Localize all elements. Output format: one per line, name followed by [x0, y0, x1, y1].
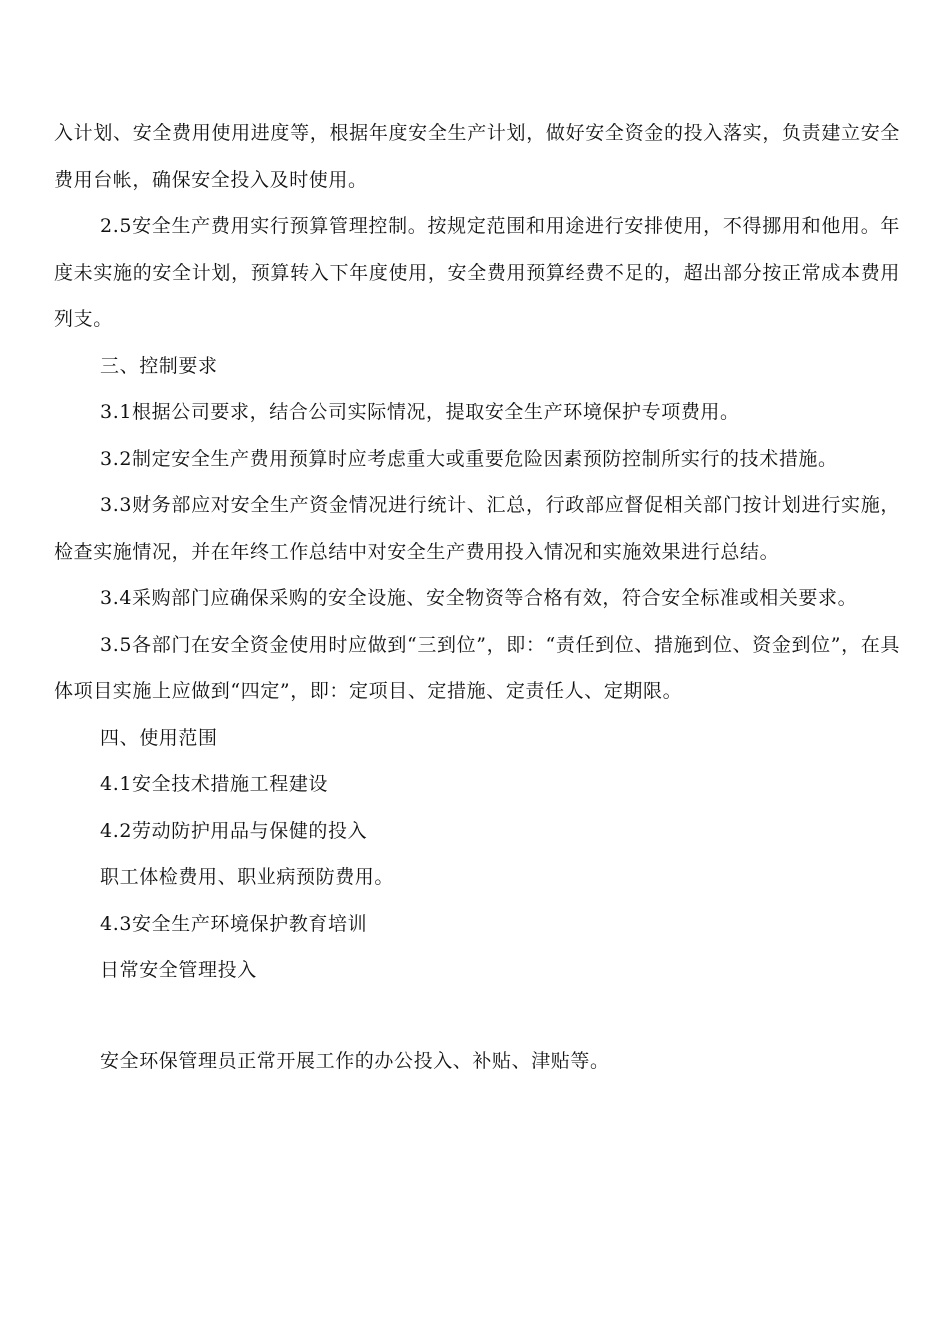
paragraph-3-3: 3.3财务部应对安全生产资金情况进行统计、汇总，行政部应督促相关部门按计划进行实施，检查实施情况，并在年终工作总结中对安全生产费用投入情况和实施效果进行总结。 — [54, 494, 900, 563]
document-body — [54, 110, 900, 1084]
section-heading-control-requirements: 三、控制要求 — [100, 354, 218, 377]
blank-gap — [54, 994, 900, 1038]
item-4-2: 4.2劳动防护用品与保健的投入 — [100, 819, 368, 842]
paragraph-3-5: 3.5各部门在安全资金使用时应做到“三到位”，即：“责任到位、措施到位、资金到位”，在具体项目实施上应做到“四定”，即：定项目、定措施、定责任人、定期限。 — [54, 633, 900, 702]
item-4-3: 4.3安全生产环境保护教育培训 — [100, 912, 368, 935]
item-daily-management: 日常安全管理投入 — [100, 959, 257, 981]
item-4-1: 4.1安全技术措施工程建设 — [100, 773, 329, 795]
paragraph-continuation: 入计划、安全费用使用进度等，根据年度安全生产计划，做好安全资金的投入落实，负责建立安全费用台帐，确保安全投入及时使用。 — [54, 122, 900, 191]
paragraph-2-5: 2.5安全生产费用实行预算管理控制。按规定范围和用途进行安排使用，不得挪用和他用。年度未实施的安全计划，预算转入下年度使用，安全费用预算经费不足的，超出部分按正常成本费用列支。 — [54, 215, 900, 330]
paragraph-3-1: 3.1根据公司要求，结合公司实际情况，提取安全生产环境保护专项费用。 — [100, 401, 740, 423]
paragraph-3-2: 3.2制定安全生产费用预算时应考虑重大或重要危险因素预防控制所实行的技术措施。 — [100, 447, 838, 470]
item-daily-management-detail: 安全环保管理员正常开展工作的办公投入、补贴、津贴等。 — [100, 1049, 610, 1072]
section-heading-usage-scope: 四、使用范围 — [100, 726, 218, 749]
paragraph-3-4: 3.4采购部门应确保采购的安全设施、安全物资等合格有效，符合安全标准或相关要求。 — [100, 587, 858, 609]
item-4-2-detail: 职工体检费用、职业病预防费用。 — [100, 866, 395, 888]
